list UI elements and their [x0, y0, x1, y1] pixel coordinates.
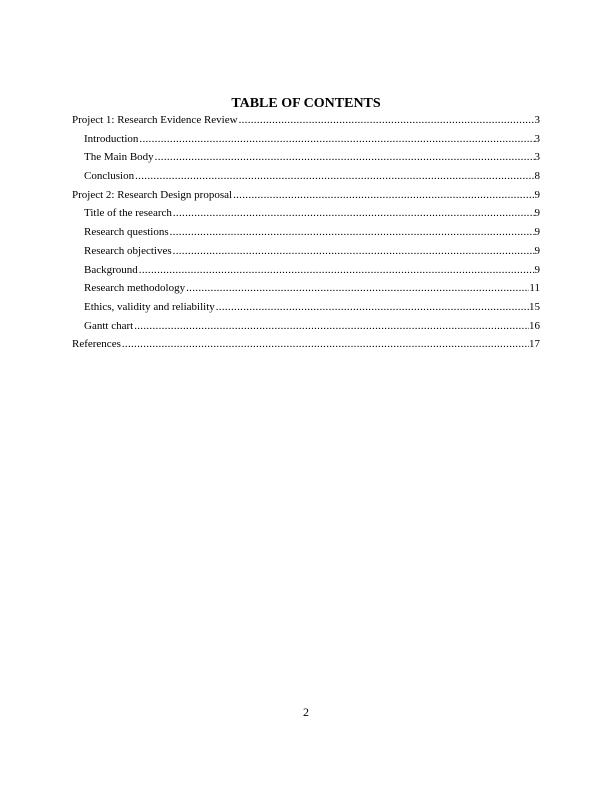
toc-entry-page: 11 [529, 282, 540, 295]
toc-dot-leader [135, 169, 534, 183]
toc-entry-label: Ethics, validity and reliability [84, 300, 215, 313]
toc-entry-introduction[interactable] [72, 132, 540, 151]
toc-entry-page: 3 [534, 114, 540, 126]
toc-dot-leader [170, 225, 535, 239]
toc-entry-title-of-research[interactable] [72, 206, 540, 225]
toc-entry-label: Gantt chart [84, 319, 134, 332]
toc-dot-leader [216, 300, 529, 314]
toc-dot-leader [233, 188, 534, 202]
toc-heading: TABLE OF CONTENTS [231, 96, 381, 111]
toc-entry-page: 9 [534, 263, 540, 276]
toc-dot-leader [173, 206, 535, 220]
toc-entry-page: 8 [534, 170, 540, 183]
toc-dot-leader [122, 337, 529, 351]
toc-entry-page: 9 [534, 207, 540, 220]
toc-entry-page: 3 [534, 132, 540, 145]
toc-entry-label: Project 2: Research Design proposal [72, 188, 233, 201]
toc-entry-label: Research objectives [84, 244, 172, 257]
toc-entry-page: 9 [534, 188, 540, 201]
toc-entry-page: 3 [534, 151, 540, 164]
page-number: 2 [303, 705, 309, 719]
toc-entry-label: Title of the research [84, 207, 172, 220]
toc-entry-label: Conclusion [84, 170, 135, 183]
toc-dot-leader [186, 281, 529, 295]
toc-entry-label: Introduction [84, 132, 139, 145]
toc-entry-project-1[interactable] [72, 113, 540, 132]
toc-entry-references[interactable] [72, 337, 540, 356]
toc-entry-page: 15 [529, 300, 540, 313]
toc-dot-leader [139, 263, 535, 277]
toc-entry-conclusion[interactable] [72, 169, 540, 188]
toc-entry-page: 17 [529, 338, 540, 351]
toc-entry-research-methodology[interactable] [72, 281, 540, 300]
toc-entry-ethics-validity[interactable] [72, 300, 540, 319]
toc-entry-label: Research methodology [84, 282, 186, 295]
toc-dot-leader [134, 319, 529, 333]
toc-entry-label: References [72, 338, 121, 351]
toc-entry-research-objectives[interactable] [72, 244, 540, 263]
toc-entry-project-2[interactable] [72, 188, 540, 207]
toc-entry-label: The Main Body [84, 151, 154, 164]
toc-dot-leader [155, 150, 535, 164]
toc-entry-page: 16 [529, 319, 540, 332]
toc-entry-label: Background [84, 263, 138, 276]
toc-dot-leader [239, 113, 535, 127]
toc-entry-page: 9 [534, 226, 540, 239]
toc-entry-label: Research questions [84, 226, 169, 239]
toc-dot-leader [139, 132, 534, 146]
toc-entry-research-questions[interactable] [72, 225, 540, 244]
toc-entry-gantt-chart[interactable] [72, 319, 540, 338]
toc-dot-leader [173, 244, 535, 258]
toc-entry-page: 9 [534, 244, 540, 257]
toc-entry-label: Project 1: Research Evidence Review [72, 114, 238, 126]
toc-list [72, 113, 540, 356]
toc-entry-main-body[interactable] [72, 150, 540, 169]
toc-entry-background[interactable] [72, 263, 540, 282]
